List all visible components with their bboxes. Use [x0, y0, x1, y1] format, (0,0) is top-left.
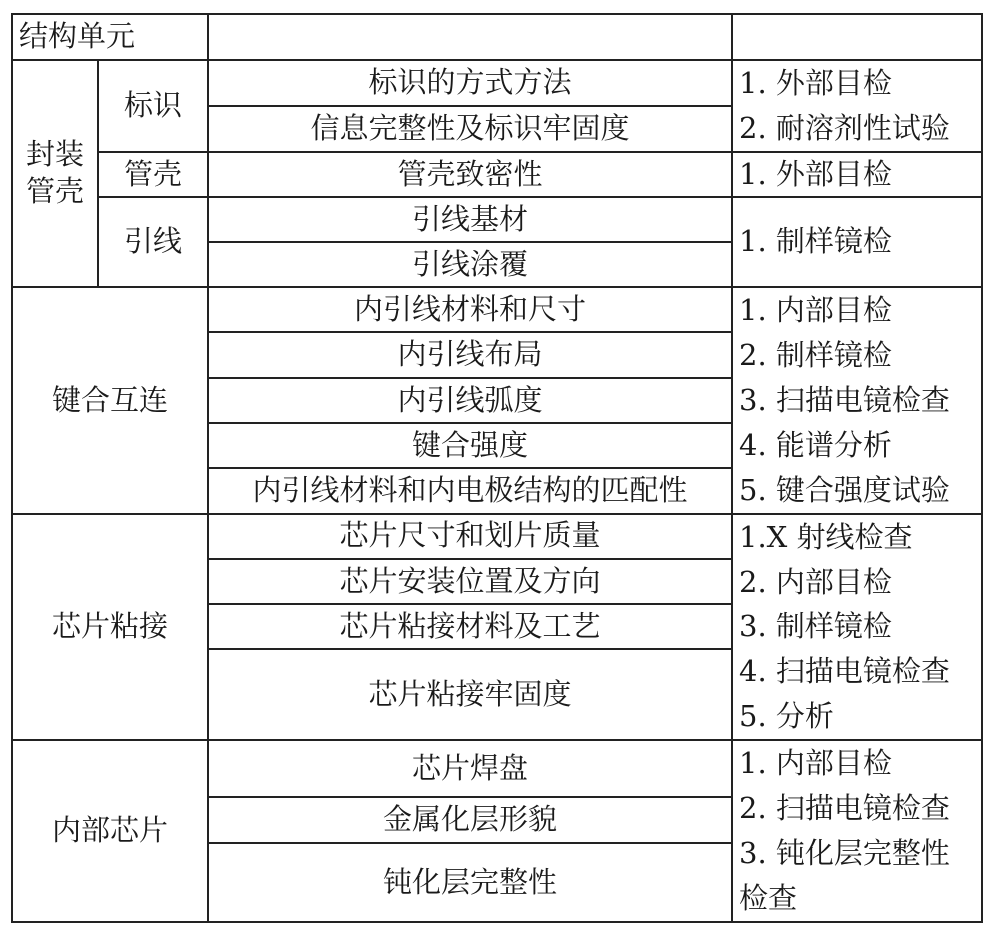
- item-cell: 内引线材料和尺寸: [208, 287, 732, 332]
- group-name-package-shell: [12, 60, 98, 287]
- item-cell: 内引线材料和内电极结构的匹配性: [208, 468, 732, 513]
- methods-cell: 1. 制样镜检: [732, 197, 982, 287]
- table-row: [12, 740, 982, 797]
- table-row: [12, 287, 982, 332]
- method-line: 检查: [739, 881, 798, 916]
- item-cell: 信息完整性及标识牢固度: [208, 106, 732, 152]
- method-line: 2. 制样镜检: [739, 337, 892, 372]
- methods-cell: [732, 60, 982, 152]
- item-cell: 管壳致密性: [208, 152, 732, 197]
- header-structure-unit: 结构单元: [12, 14, 208, 60]
- method-line: 2. 耐溶剂性试验: [739, 110, 950, 145]
- table-row: [12, 514, 982, 559]
- method-line: 1.X 射线检查: [739, 519, 913, 554]
- method-line: 3. 钝化层完整性: [739, 836, 950, 871]
- header-row: [12, 14, 982, 60]
- subgroup-name-lead: 引线: [98, 197, 208, 287]
- item-cell: 金属化层形貌: [208, 797, 732, 843]
- group-name-line: 管壳: [25, 174, 84, 209]
- table-row: [12, 197, 982, 242]
- method-line: 1. 外部目检: [739, 66, 892, 100]
- method-line: 4. 能谱分析: [739, 427, 892, 462]
- group-name-line: 封装: [25, 136, 84, 171]
- table-row: [12, 152, 982, 197]
- item-cell: 引线涂覆: [208, 242, 732, 287]
- methods-cell: [732, 740, 982, 922]
- item-cell: 芯片安装位置及方向: [208, 559, 732, 604]
- method-line: 1. 内部目检: [739, 746, 892, 781]
- group-name-die-attach: 芯片粘接: [12, 514, 208, 741]
- method-line: 2. 扫描电镜检查: [739, 791, 950, 826]
- item-cell: 芯片粘接牢固度: [208, 649, 732, 740]
- methods-cell: [732, 287, 982, 514]
- header-empty-cell: [732, 14, 982, 60]
- item-cell: 钝化层完整性: [208, 843, 732, 922]
- group-name-internal-chip: 内部芯片: [12, 740, 208, 922]
- item-cell: 键合强度: [208, 423, 732, 468]
- method-line: 3. 扫描电镜检查: [739, 382, 950, 417]
- methods-cell: 1. 外部目检: [732, 152, 982, 197]
- structure-analysis-table: [11, 13, 983, 923]
- subgroup-name-shell: 管壳: [98, 152, 208, 197]
- header-empty-cell: [208, 14, 732, 60]
- item-cell: 芯片粘接材料及工艺: [208, 604, 732, 649]
- item-cell: 芯片尺寸和划片质量: [208, 514, 732, 559]
- item-cell: 芯片焊盘: [208, 740, 732, 797]
- method-line: 5. 分析: [739, 699, 834, 734]
- methods-cell: [732, 514, 982, 741]
- item-cell: 内引线弧度: [208, 378, 732, 423]
- method-line: 4. 扫描电镜检查: [739, 654, 950, 689]
- item-cell: 标识的方式方法: [208, 60, 732, 106]
- group-name-bonding: 键合互连: [12, 287, 208, 514]
- method-line: 3. 制样镜检: [739, 609, 892, 644]
- table-row: [12, 60, 982, 106]
- method-line: 2. 内部目检: [739, 564, 892, 599]
- subgroup-name-marking: 标识: [98, 60, 208, 152]
- item-cell: 内引线布局: [208, 332, 732, 377]
- method-line: 1. 内部目检: [739, 292, 892, 327]
- method-line: 5. 键合强度试验: [739, 472, 950, 507]
- item-cell: 引线基材: [208, 197, 732, 242]
